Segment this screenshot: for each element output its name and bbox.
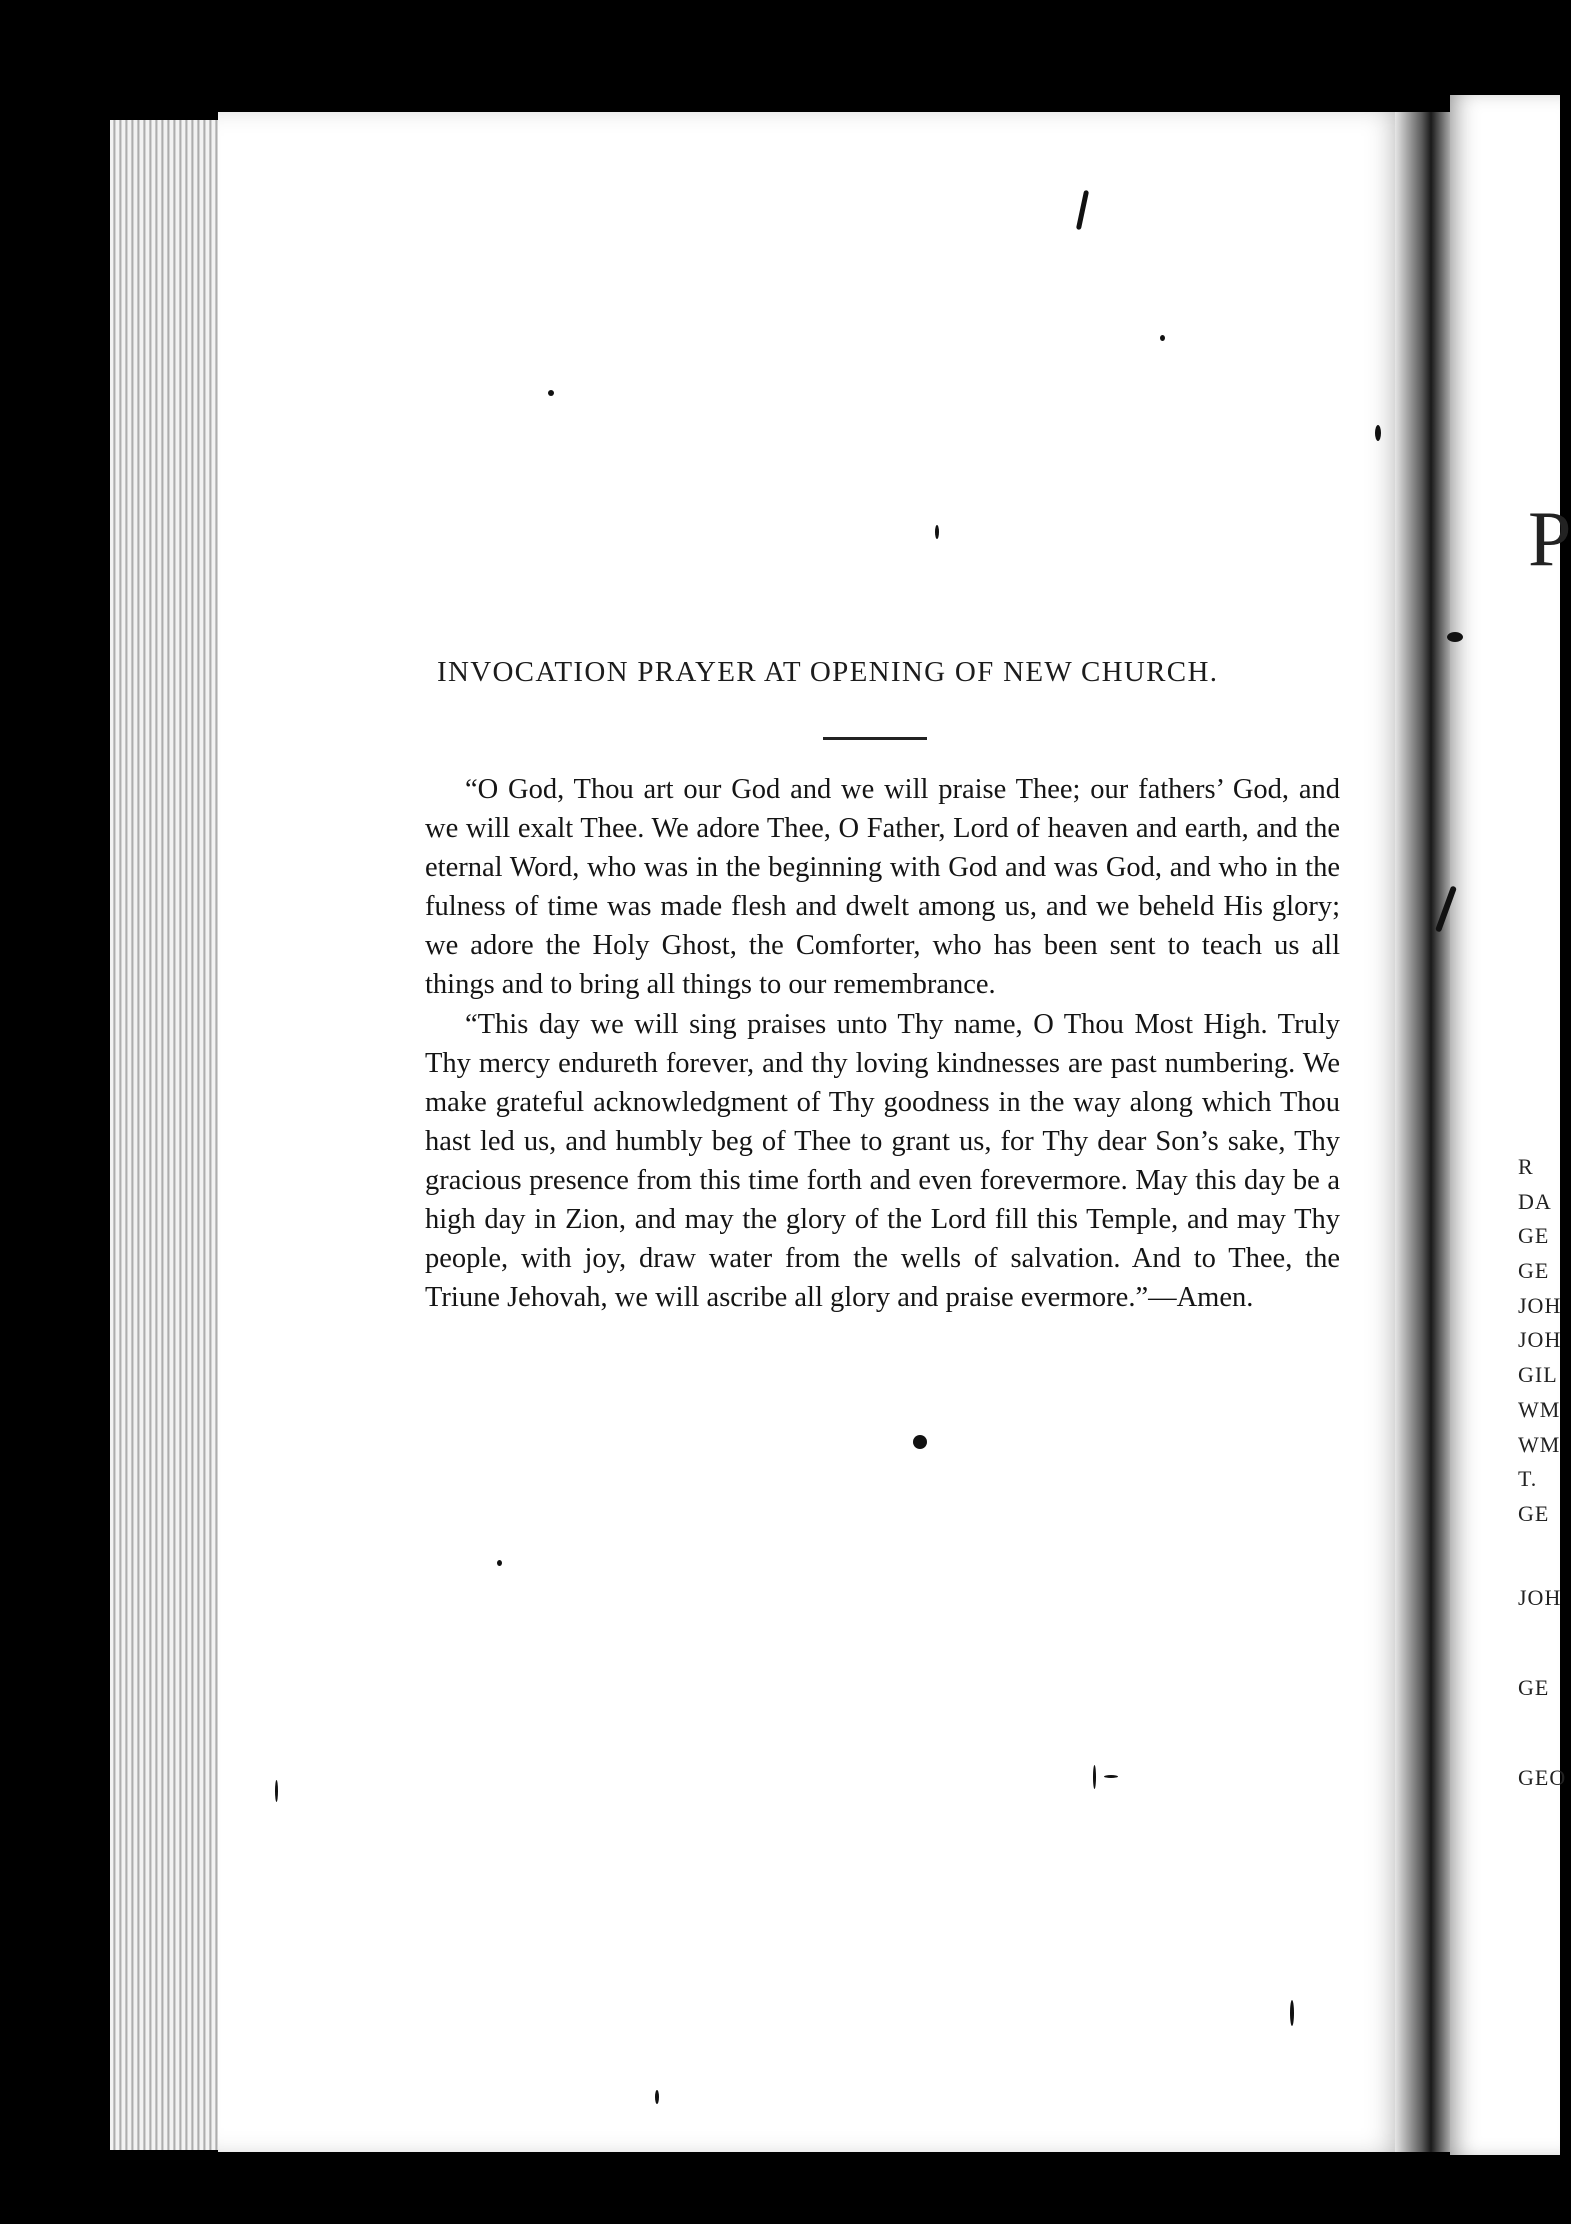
prayer-heading: INVOCATION PRAYER AT OPENING OF NEW CHURCH. <box>437 656 1219 688</box>
name-fragment: T. <box>1518 1466 1538 1492</box>
speck-mark <box>1375 425 1381 441</box>
prayer-body <box>425 770 1340 1317</box>
prayer-paragraph: “This day we will sing praises unto Thy name, O Thou Most High. Truly Thy mercy endureth forever, and thy loving kindnesses are past numbering. We make grateful acknowledgment of Thy goodness in the way along which Thou hast led us, and humbly beg of Thee to grant us, for Thy dear Son’s sake, Thy gracious presence from this time forth and even forevermore. May this day be a high day in Zion, and may the glory of the Lord fill this Temple, and may Thy people, with joy, draw water from the wells of salvation. And to Thee, the Triune Jehovah, we will ascribe all glory and praise evermore.”—Amen. <box>425 1008 1340 1314</box>
right-page-name-list <box>1518 1150 1560 1532</box>
speck-mark <box>497 1560 502 1566</box>
name-fragment: GIL <box>1518 1362 1558 1388</box>
name-fragment: R <box>1518 1154 1534 1179</box>
speck-mark <box>1104 1775 1118 1778</box>
name-fragment: GEO <box>1518 1765 1567 1790</box>
speck-mark <box>1290 2000 1294 2026</box>
name-fragment: GE <box>1518 1500 1550 1526</box>
book-gutter <box>1395 112 1455 2152</box>
name-fragment: GE <box>1518 1223 1550 1249</box>
name-fragment: WM <box>1518 1431 1561 1457</box>
prayer-paragraph: “O God, Thou art our God and we will praise Thee; our fathers’ God, and we will exalt Thee. We adore Thee, O Father, Lord of heaven and earth, and the eternal Word, who was in the beginning with God and was God, and who in the fulness of time was made flesh and dwelt among us, and we beheld His glory; we adore the Holy Ghost, the Comforter, who has been sent to teach us all things and to bring all things to our remembrance. <box>425 774 1340 1001</box>
heading-divider <box>823 737 927 740</box>
right-page-large-letter: P <box>1528 495 1571 582</box>
name-fragment: DA <box>1518 1188 1552 1214</box>
name-fragment: JOH <box>1518 1327 1562 1353</box>
speck-mark <box>935 525 939 539</box>
name-fragment: JOH <box>1518 1585 1562 1610</box>
right-page-fragment <box>1450 95 1567 2155</box>
name-fragment: WM <box>1518 1396 1561 1422</box>
speck-mark <box>913 1435 927 1449</box>
speck-mark <box>548 390 554 396</box>
name-fragment: JOH <box>1518 1292 1562 1318</box>
speck-mark <box>1160 335 1165 341</box>
speck-mark <box>1447 632 1463 642</box>
page-stack-edges <box>110 120 230 2150</box>
name-fragment: GE <box>1518 1675 1550 1700</box>
name-fragment: GE <box>1518 1258 1550 1284</box>
speck-mark <box>1093 1765 1096 1789</box>
speck-mark <box>655 2090 659 2104</box>
speck-mark <box>275 1780 278 1802</box>
